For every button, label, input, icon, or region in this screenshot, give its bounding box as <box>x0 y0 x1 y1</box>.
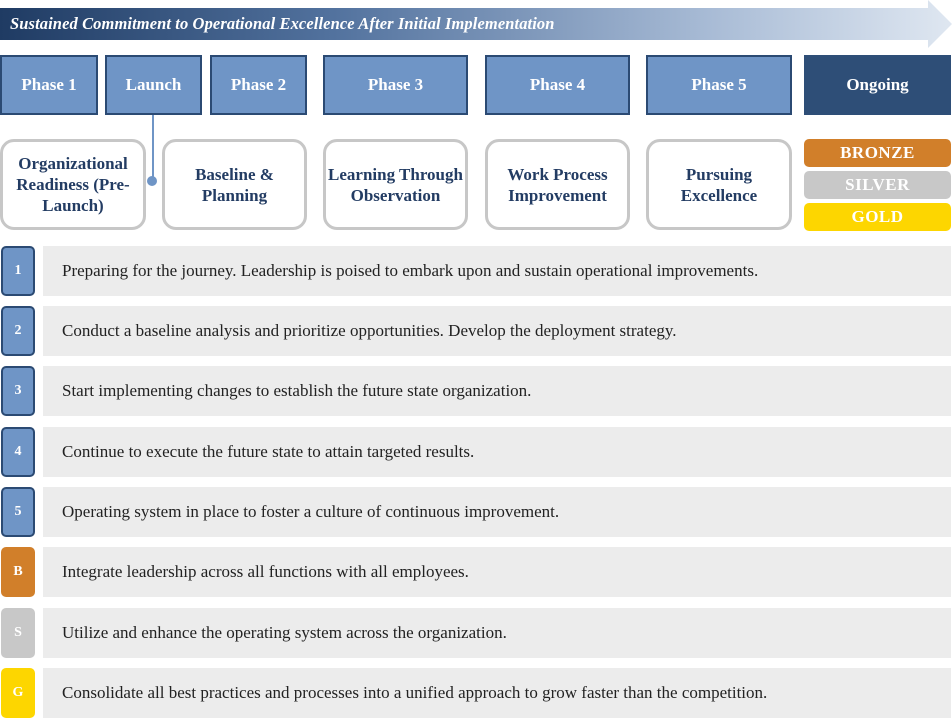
step-description-2: Conduct a baseline analysis and prioritize opportunities. Develop the deployment strategy. <box>43 306 951 356</box>
phase-header-launch: Launch <box>105 55 202 115</box>
step-description-3: Start implementing changes to establish the future state organization. <box>43 366 951 416</box>
launch-connector-line <box>152 115 154 181</box>
phase-header-ongoing: Ongoing <box>804 55 951 115</box>
step-badge-silver: S <box>1 608 35 658</box>
level-gold: GOLD <box>804 203 951 231</box>
step-description-4: Continue to execute the future state to attain targeted results. <box>43 427 951 477</box>
step-badge-bronze: B <box>1 547 35 597</box>
banner-title: Sustained Commitment to Operational Excellence After Initial Implementation <box>10 14 555 33</box>
stage-learning-through-observation: Learning Through Observation <box>323 139 468 230</box>
phase-header-phase-1: Phase 1 <box>0 55 98 115</box>
step-description-gold: Consolidate all best practices and processes into a unified approach to grow faster than the competition. <box>43 668 951 718</box>
stage-organizational-readiness: Organizational Readiness (Pre-Launch) <box>0 139 146 230</box>
step-description-1: Preparing for the journey. Leadership is poised to embark upon and sustain operational improvements. <box>43 246 951 296</box>
level-bronze: BRONZE <box>804 139 951 167</box>
step-badge-4: 4 <box>1 427 35 477</box>
step-description-5: Operating system in place to foster a culture of continuous improvement. <box>43 487 951 537</box>
step-badge-3: 3 <box>1 366 35 416</box>
phase-header-phase-4: Phase 4 <box>485 55 630 115</box>
stage-pursuing-excellence: Pursuing Excellence <box>646 139 792 230</box>
stage-work-process-improvement: Work Process Improvement <box>485 139 630 230</box>
step-badge-1: 1 <box>1 246 35 296</box>
phase-header-phase-2: Phase 2 <box>210 55 307 115</box>
step-badge-5: 5 <box>1 487 35 537</box>
level-silver: SILVER <box>804 171 951 199</box>
step-badge-gold: G <box>1 668 35 718</box>
step-description-bronze: Integrate leadership across all functions with all employees. <box>43 547 951 597</box>
launch-connector-dot <box>147 176 157 186</box>
phase-header-phase-5: Phase 5 <box>646 55 792 115</box>
step-description-silver: Utilize and enhance the operating system across the organization. <box>43 608 951 658</box>
phase-header-phase-3: Phase 3 <box>323 55 468 115</box>
commitment-banner-arrow <box>0 0 952 50</box>
stage-baseline-planning: Baseline & Planning <box>162 139 307 230</box>
step-badge-2: 2 <box>1 306 35 356</box>
